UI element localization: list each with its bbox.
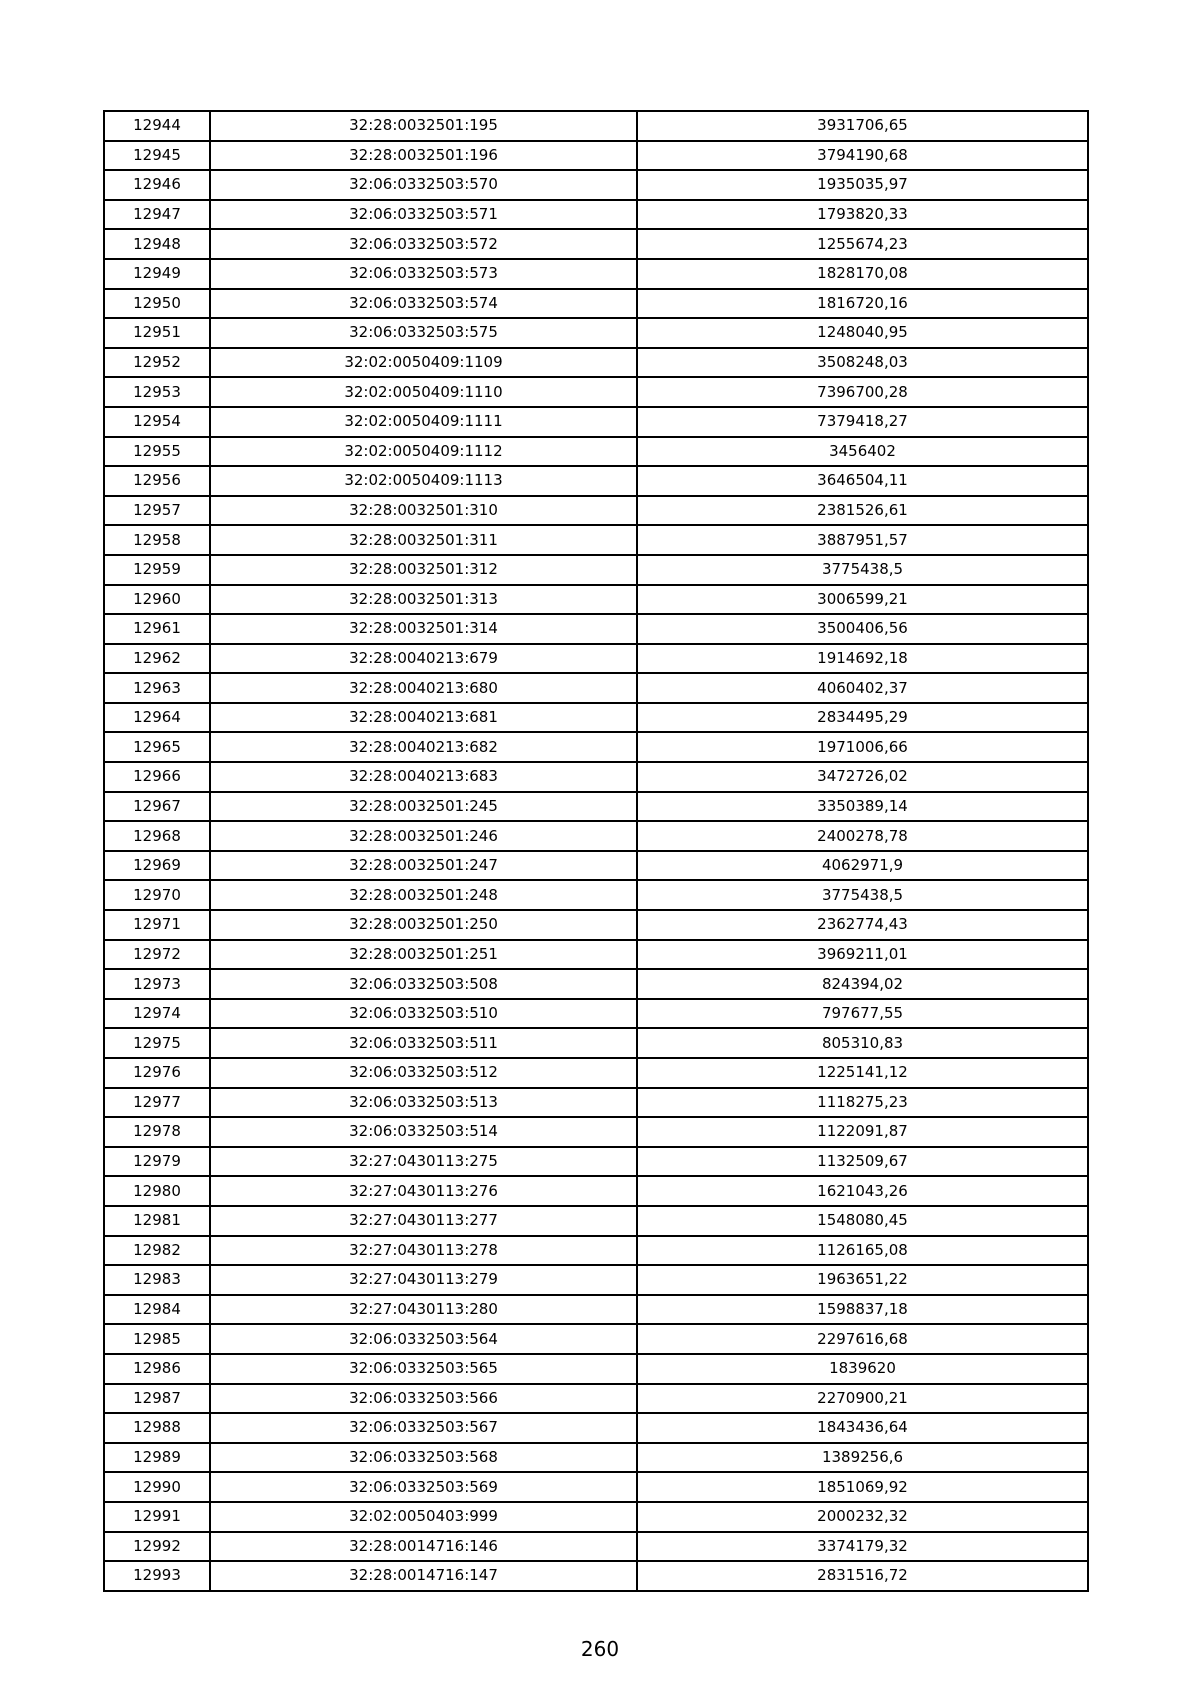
cadastral-number-cell: 32:06:0332503:574 [210,289,637,319]
row-number-cell: 12950 [104,289,210,319]
cadastral-number-cell: 32:06:0332503:568 [210,1443,637,1473]
row-number-cell: 12982 [104,1236,210,1266]
cadastral-number-cell: 32:28:0032501:247 [210,851,637,881]
value-cell: 1225141,12 [637,1058,1088,1088]
cadastral-number-cell: 32:28:0032501:246 [210,821,637,851]
row-number-cell: 12969 [104,851,210,881]
row-number-cell: 12975 [104,1028,210,1058]
cadastral-number-cell: 32:28:0040213:679 [210,644,637,674]
table-row [104,377,1088,407]
table-row [104,703,1088,733]
row-number-cell: 12955 [104,437,210,467]
row-number-cell: 12961 [104,614,210,644]
value-cell: 797677,55 [637,999,1088,1029]
value-cell: 2381526,61 [637,496,1088,526]
table-row [104,1147,1088,1177]
cadastral-number-cell: 32:27:0430113:278 [210,1236,637,1266]
row-number-cell: 12952 [104,348,210,378]
table-row [104,1324,1088,1354]
table-row [104,170,1088,200]
value-cell: 1843436,64 [637,1413,1088,1443]
cadastral-number-cell: 32:06:0332503:513 [210,1088,637,1118]
table-row [104,585,1088,615]
table-row [104,1472,1088,1502]
cadastral-number-cell: 32:06:0332503:566 [210,1384,637,1414]
value-cell: 3500406,56 [637,614,1088,644]
row-number-cell: 12948 [104,229,210,259]
value-cell: 3931706,65 [637,111,1088,141]
table-row [104,525,1088,555]
table-row [104,437,1088,467]
table-row [104,614,1088,644]
table-row [104,999,1088,1029]
row-number-cell: 12958 [104,525,210,555]
row-number-cell: 12953 [104,377,210,407]
table-row [104,496,1088,526]
value-cell: 1851069,92 [637,1472,1088,1502]
value-cell: 1914692,18 [637,644,1088,674]
cadastral-number-cell: 32:28:0014716:146 [210,1532,637,1562]
table-row [104,969,1088,999]
value-cell: 1621043,26 [637,1176,1088,1206]
cadastral-number-cell: 32:28:0040213:681 [210,703,637,733]
row-number-cell: 12981 [104,1206,210,1236]
cadastral-number-cell: 32:28:0014716:147 [210,1561,637,1591]
value-cell: 3472726,02 [637,762,1088,792]
row-number-cell: 12972 [104,940,210,970]
row-number-cell: 12956 [104,466,210,496]
table-row [104,141,1088,171]
value-cell: 3646504,11 [637,466,1088,496]
table-row [104,940,1088,970]
cadastral-number-cell: 32:27:0430113:277 [210,1206,637,1236]
row-number-cell: 12966 [104,762,210,792]
table-row [104,407,1088,437]
cadastral-number-cell: 32:02:0050409:1112 [210,437,637,467]
value-cell: 1118275,23 [637,1088,1088,1118]
table-row [104,466,1088,496]
value-cell: 7379418,27 [637,407,1088,437]
cadastral-number-cell: 32:28:0032501:250 [210,910,637,940]
row-number-cell: 12962 [104,644,210,674]
cadastral-number-cell: 32:06:0332503:575 [210,318,637,348]
row-number-cell: 12989 [104,1443,210,1473]
row-number-cell: 12973 [104,969,210,999]
cadastral-number-cell: 32:06:0332503:511 [210,1028,637,1058]
table-row [104,732,1088,762]
table-row [104,200,1088,230]
row-number-cell: 12947 [104,200,210,230]
cadastral-number-cell: 32:28:0032501:248 [210,880,637,910]
value-cell: 2400278,78 [637,821,1088,851]
value-cell: 1963651,22 [637,1265,1088,1295]
cadastral-number-cell: 32:06:0332503:571 [210,200,637,230]
table-row [104,1206,1088,1236]
cadastral-number-cell: 32:06:0332503:508 [210,969,637,999]
cadastral-number-cell: 32:02:0050409:1109 [210,348,637,378]
value-cell: 4060402,37 [637,673,1088,703]
row-number-cell: 12980 [104,1176,210,1206]
table-row [104,910,1088,940]
value-cell: 1598837,18 [637,1295,1088,1325]
cadastral-number-cell: 32:28:0032501:245 [210,792,637,822]
value-cell: 824394,02 [637,969,1088,999]
value-cell: 1935035,97 [637,170,1088,200]
value-cell: 1816720,16 [637,289,1088,319]
cadastral-number-cell: 32:06:0332503:569 [210,1472,637,1502]
row-number-cell: 12964 [104,703,210,733]
value-cell: 2362774,43 [637,910,1088,940]
row-number-cell: 12985 [104,1324,210,1354]
value-cell: 7396700,28 [637,377,1088,407]
row-number-cell: 12993 [104,1561,210,1591]
value-cell: 805310,83 [637,1028,1088,1058]
value-cell: 1389256,6 [637,1443,1088,1473]
table-row [104,762,1088,792]
row-number-cell: 12986 [104,1354,210,1384]
table-row [104,1561,1088,1591]
table-row [104,289,1088,319]
cadastral-number-cell: 32:28:0040213:680 [210,673,637,703]
table-body [104,111,1088,1591]
row-number-cell: 12954 [104,407,210,437]
row-number-cell: 12978 [104,1117,210,1147]
value-cell: 2270900,21 [637,1384,1088,1414]
value-cell: 3006599,21 [637,585,1088,615]
row-number-cell: 12974 [104,999,210,1029]
cadastral-number-cell: 32:28:0032501:251 [210,940,637,970]
table-row [104,259,1088,289]
table-row [104,229,1088,259]
value-cell: 2000232,32 [637,1502,1088,1532]
table-row [104,880,1088,910]
row-number-cell: 12976 [104,1058,210,1088]
table-row [104,348,1088,378]
value-cell: 1839620 [637,1354,1088,1384]
cadastral-number-cell: 32:02:0050409:1110 [210,377,637,407]
row-number-cell: 12963 [104,673,210,703]
value-cell: 3508248,03 [637,348,1088,378]
table-row [104,1384,1088,1414]
value-cell: 2831516,72 [637,1561,1088,1591]
value-cell: 3794190,68 [637,141,1088,171]
cadastral-number-cell: 32:28:0040213:683 [210,762,637,792]
table-row [104,673,1088,703]
table-row [104,1176,1088,1206]
cadastral-number-cell: 32:28:0032501:314 [210,614,637,644]
row-number-cell: 12949 [104,259,210,289]
cadastral-number-cell: 32:27:0430113:279 [210,1265,637,1295]
value-cell: 1255674,23 [637,229,1088,259]
row-number-cell: 12991 [104,1502,210,1532]
value-cell: 1548080,45 [637,1206,1088,1236]
table-row [104,1502,1088,1532]
row-number-cell: 12984 [104,1295,210,1325]
table-row [104,1058,1088,1088]
value-cell: 1828170,08 [637,259,1088,289]
value-cell: 1248040,95 [637,318,1088,348]
cadastral-number-cell: 32:06:0332503:564 [210,1324,637,1354]
row-number-cell: 12957 [104,496,210,526]
cadastral-number-cell: 32:06:0332503:510 [210,999,637,1029]
value-cell: 1132509,67 [637,1147,1088,1177]
cadastral-number-cell: 32:27:0430113:275 [210,1147,637,1177]
row-number-cell: 12977 [104,1088,210,1118]
data-table [103,110,1089,1592]
row-number-cell: 12983 [104,1265,210,1295]
table-row [104,1236,1088,1266]
cadastral-number-cell: 32:27:0430113:276 [210,1176,637,1206]
value-cell: 1122091,87 [637,1117,1088,1147]
cadastral-number-cell: 32:06:0332503:514 [210,1117,637,1147]
cadastral-number-cell: 32:06:0332503:572 [210,229,637,259]
cadastral-number-cell: 32:06:0332503:565 [210,1354,637,1384]
row-number-cell: 12965 [104,732,210,762]
row-number-cell: 12951 [104,318,210,348]
value-cell: 2297616,68 [637,1324,1088,1354]
table-row [104,644,1088,674]
cadastral-number-cell: 32:27:0430113:280 [210,1295,637,1325]
cadastral-number-cell: 32:28:0032501:310 [210,496,637,526]
value-cell: 3350389,14 [637,792,1088,822]
table-row [104,1088,1088,1118]
cadastral-number-cell: 32:28:0032501:311 [210,525,637,555]
value-cell: 2834495,29 [637,703,1088,733]
value-cell: 1126165,08 [637,1236,1088,1266]
cadastral-number-cell: 32:02:0050409:1111 [210,407,637,437]
cadastral-number-cell: 32:28:0032501:196 [210,141,637,171]
cadastral-number-cell: 32:28:0032501:195 [210,111,637,141]
cadastral-number-cell: 32:28:0040213:682 [210,732,637,762]
row-number-cell: 12968 [104,821,210,851]
table-row [104,1117,1088,1147]
row-number-cell: 12959 [104,555,210,585]
cadastral-number-cell: 32:02:0050409:1113 [210,466,637,496]
row-number-cell: 12992 [104,1532,210,1562]
table-row [104,1354,1088,1384]
table-row [104,555,1088,585]
cadastral-number-cell: 32:06:0332503:512 [210,1058,637,1088]
row-number-cell: 12988 [104,1413,210,1443]
table-row [104,1265,1088,1295]
value-cell: 3456402 [637,437,1088,467]
cadastral-number-cell: 32:28:0032501:313 [210,585,637,615]
table-row [104,1028,1088,1058]
cadastral-number-cell: 32:02:0050403:999 [210,1502,637,1532]
value-cell: 3374179,32 [637,1532,1088,1562]
table-row [104,1443,1088,1473]
row-number-cell: 12946 [104,170,210,200]
row-number-cell: 12990 [104,1472,210,1502]
page-number: 260 [580,1637,620,1661]
cadastral-number-cell: 32:28:0032501:312 [210,555,637,585]
row-number-cell: 12971 [104,910,210,940]
table-row [104,318,1088,348]
value-cell: 3887951,57 [637,525,1088,555]
value-cell: 1793820,33 [637,200,1088,230]
row-number-cell: 12987 [104,1384,210,1414]
value-cell: 3775438,5 [637,555,1088,585]
value-cell: 1971006,66 [637,732,1088,762]
cadastral-number-cell: 32:06:0332503:570 [210,170,637,200]
table-row [104,821,1088,851]
table-row [104,1413,1088,1443]
value-cell: 4062971,9 [637,851,1088,881]
cadastral-number-cell: 32:06:0332503:567 [210,1413,637,1443]
value-cell: 3775438,5 [637,880,1088,910]
table-row [104,111,1088,141]
value-cell: 3969211,01 [637,940,1088,970]
row-number-cell: 12944 [104,111,210,141]
row-number-cell: 12967 [104,792,210,822]
row-number-cell: 12979 [104,1147,210,1177]
cadastral-number-cell: 32:06:0332503:573 [210,259,637,289]
table-row [104,792,1088,822]
row-number-cell: 12970 [104,880,210,910]
table-row [104,851,1088,881]
row-number-cell: 12960 [104,585,210,615]
table-row [104,1295,1088,1325]
row-number-cell: 12945 [104,141,210,171]
table-row [104,1532,1088,1562]
